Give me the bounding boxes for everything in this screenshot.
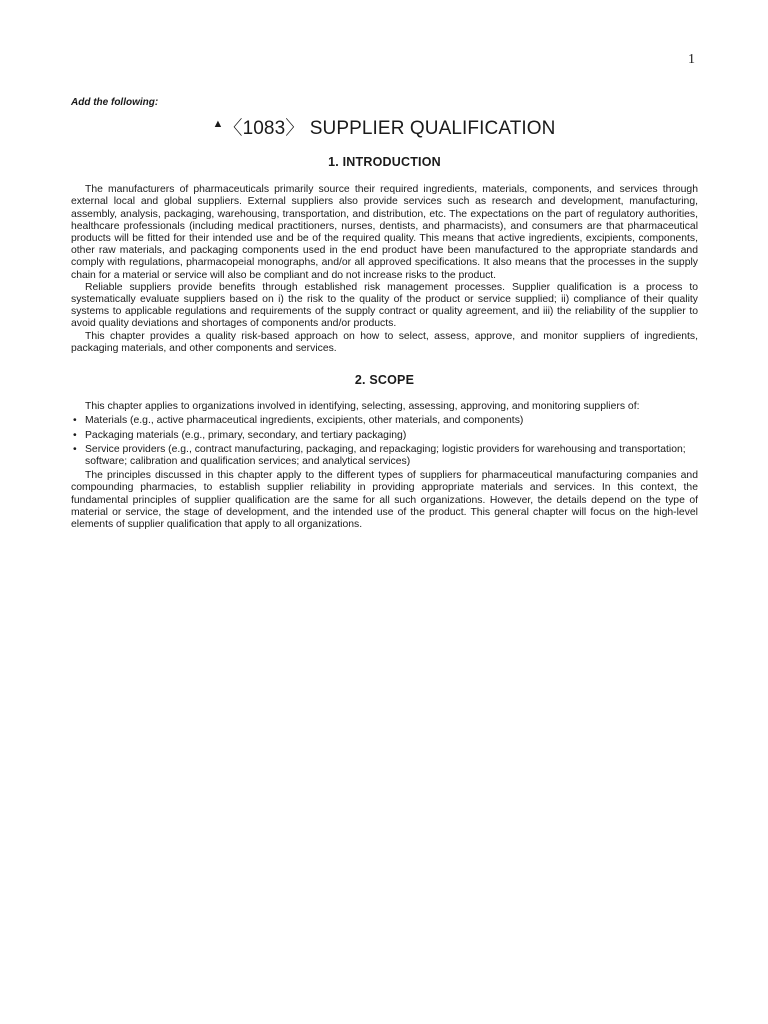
- introduction-paragraph-1: The manufacturers of pharmaceuticals primarily source their required ingredients, materials, components, and services through external local and global suppliers. External suppliers also provide services such as research and development, manufacturing, assembly, analysis, packaging, warehousing, transportation, and distribution, etc. The expectations on the part of regulatory authorities, healthcare professionals (including medical practitioners, nurses, dentists, and pharmacists), and consumers are that pharmaceutical products will be fitted for their intended use and be of the required quality. This means that active ingredients, excipients, components, other raw materials, and packaging components used in the end product have been manufactured to the appropriate standards and comply with regulations, pharmacopeial monographs, and/or all approved specifications. It also means that the processes in the supply chain for a material or service will also be compliant and do not increase risks to the product.: [71, 184, 698, 281]
- scope-intro-paragraph: This chapter applies to organizations involved in identifying, selecting, assessing, approving, and monitoring suppliers of:: [85, 401, 640, 413]
- chapter-title-text: 〈1083〉 SUPPLIER QUALIFICATION: [223, 118, 556, 139]
- list-item-text: Packaging materials (e.g., primary, secondary, and tertiary packaging): [85, 429, 407, 441]
- editorial-instruction: Add the following:: [71, 97, 159, 108]
- list-item: [71, 444, 698, 468]
- scope-closing-paragraph: The principles discussed in this chapter apply to the different types of suppliers for pharmaceutical manufacturing companies and compounding pharmacies, to establish supplier reliability in providing appropriate materials and services. In this context, the fundamental principles of supplier qualification are the same for all such organizations. However, the details depend on the type of material or service, the stage of development, and the intended use of the product. This general chapter will focus on the high-level elements of supplier qualification that apply to all organizations.: [71, 470, 698, 531]
- page-number: 1: [688, 52, 695, 67]
- introduction-paragraph-2: Reliable suppliers provide benefits through established risk management processes. Supplier qualification is a process to systematically evaluate suppliers based on i) the risk to the quality of the product or service supplied; ii) compliance of their quality systems to applicable regulations and requirements of the supply contract or quality agreement, and iii) the reliability of the supplier to avoid quality deviations and shortages of components and/or products.: [71, 281, 698, 330]
- bullet-icon: •: [73, 415, 77, 427]
- bullet-icon: •: [73, 443, 77, 455]
- section-heading-scope: 2. SCOPE: [354, 373, 415, 388]
- document-body: [71, 156, 698, 531]
- list-item: [71, 430, 698, 442]
- section-heading-introduction: 1. INTRODUCTION: [328, 155, 441, 169]
- list-item-text: Materials (e.g., active pharmaceutical ingredients, excipients, other materials, and components): [85, 415, 524, 427]
- chapter-title: [0, 113, 768, 140]
- list-item: [71, 415, 698, 427]
- list-item-text: Service providers (e.g., contract manufacturing, packaging, and repackaging; logistic providers for warehousing and transportation; software; calibration and qualification services; and analytical services): [85, 443, 686, 468]
- scope-bullet-list: [71, 415, 698, 468]
- introduction-paragraph-3: This chapter provides a quality risk-based approach on how to select, assess, approve, and monitor suppliers of ingredients, packaging materials, and other components and services.: [71, 330, 698, 354]
- revision-mark-icon: ▲: [212, 118, 224, 130]
- bullet-icon: •: [73, 429, 77, 441]
